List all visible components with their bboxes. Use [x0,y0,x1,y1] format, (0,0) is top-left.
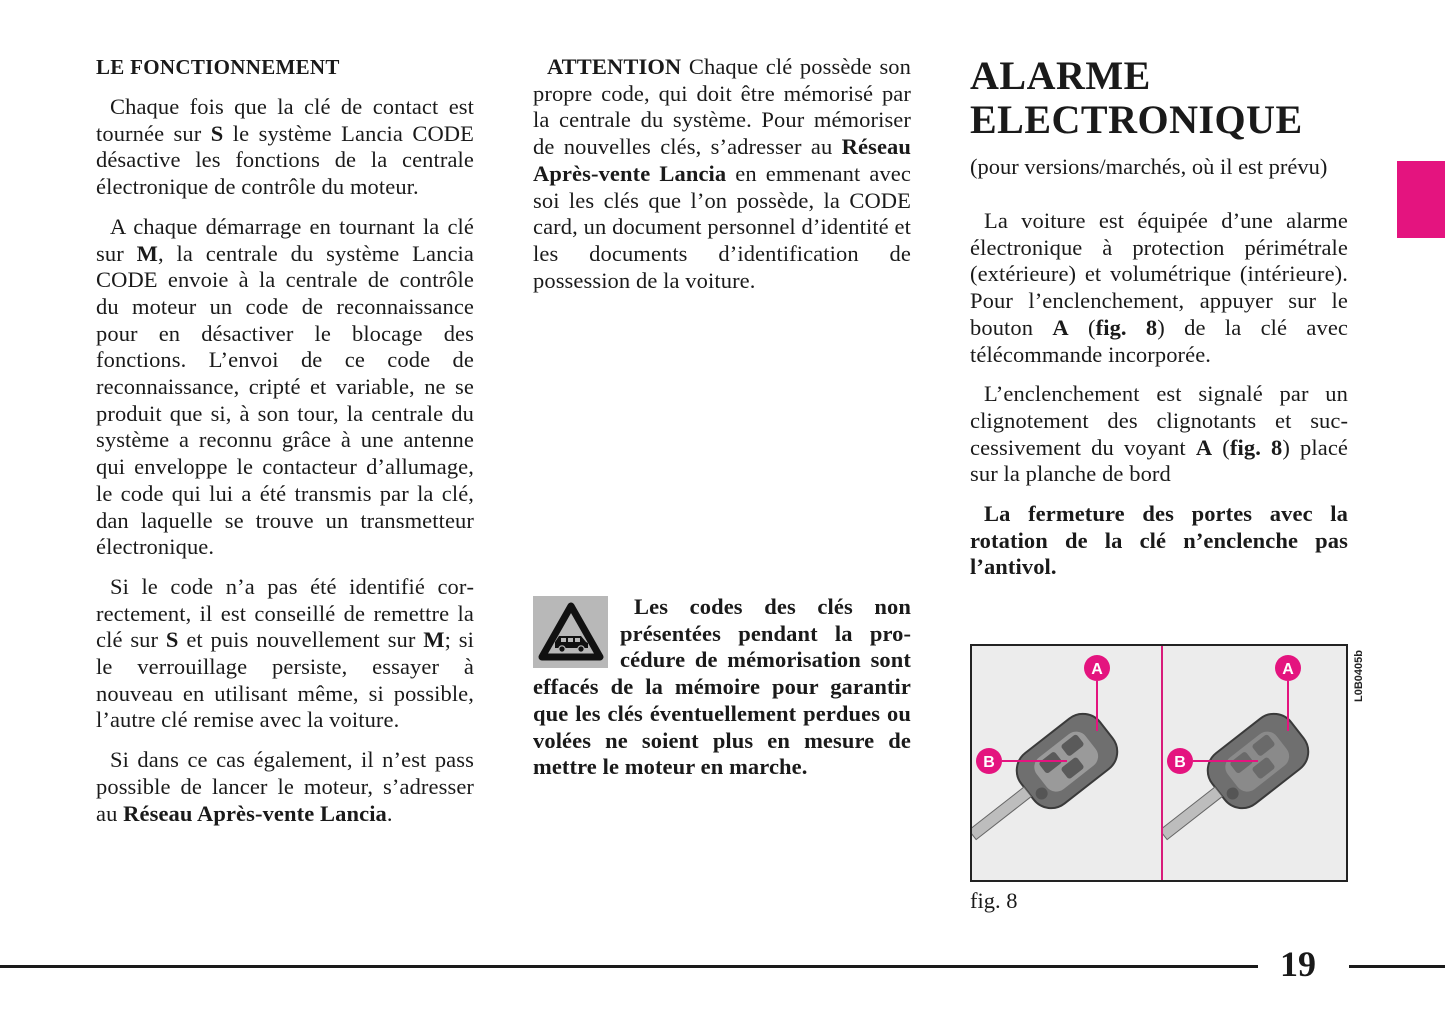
key-remote-illustration [972,646,1160,880]
figure-code: L0B0405b [1353,650,1365,702]
page-title: ALARME ELECTRONIQUE [970,53,1303,142]
paragraph: Chaque fois que la clé de contact est tournée sur S le système Lancia CODE désactive les fonctions de la centrale électronique de contrôle du moteur. [96,94,474,200]
attention-label: ATTENTION [547,54,682,79]
paragraph: A chaque démarrage en tournant la clé sur M, la centrale du système Lancia CODE envoie à la centrale de contrôle du moteur un code de reconnaissance pour en désactiver le blocage des fonctions. L’envoi de ce code de reconnaissance, cripté et variable, ne se produit que si, à son tour, la centrale du système a reconnu grâce à une antenne qui enveloppe le contacteur d’allumage, le code qui lui a été transmis par la clé, dan laquelle se trouve un transmetteur électronique. [96,213,474,560]
figure-caption: fig. 8 [970,888,1018,913]
subtitle: (pour versions/marchés, où il est prévu) [970,154,1328,179]
car-warning-triangle-icon [533,596,608,668]
warning-block [533,594,911,781]
key-remote-illustration [1163,646,1351,880]
footer-rule [0,965,1258,968]
column-left [96,54,474,840]
svg-text:A: A [1091,661,1103,678]
figure-key-remote [970,644,1348,882]
paragraph: L’enclenchement est signalé par un clignotement des clignotants et successivement du voyant A (fig. 8) placé sur la planche de bord [970,381,1348,487]
bold-note: La fermeture des portes avec la rotation de la clé n’enclenche pas l’antivol. [970,501,1348,580]
paragraph: La voiture est équipée d’une alarme électronique à protection périmétrale (extérieure) et volumétrique (intérieure). Pour l’enclenchement, appuyer sur le bouton A (fig. 8) de la clé avec télécommande incorporée. [970,208,1348,367]
footer-rule [1349,965,1445,968]
svg-text:B: B [983,754,995,771]
paragraph: Si dans ce cas également, il n’est pass possible de lancer le moteur, s’adresser au Réseau Après-vente Lancia. [96,747,474,826]
page-number: 19 [1280,944,1316,984]
section-heading: LE FONCTIONNEMENT [96,55,340,79]
paragraph: Si le code n’a pas été identifié correctement, il est conseillé de remettre la clé sur S et puis nouvellement sur M; si le verrouillage persiste, essayer à nouveau en utilisant même, si possible, l’autre clé remise avec la voiture. [96,573,474,733]
warning-text: Les codes des clés non présentées pendant la procédure de mémorisation sont effacés de la mémoire pour garantir que les clés éventuellement perdues ou volées ne soient plus en mesure de mettre le moteur en marche. [533,594,911,780]
svg-text:B: B [1174,754,1186,771]
section-tab-marker [1397,161,1445,238]
attention-paragraph: ATTENTION Chaque clé possède son propre code, qui doit être mémorisé par la centrale du système. Pour mémoriser de nouvelles clés, s’adresser au Réseau Après-vente Lancia en emmenant avec soi les clés que l’on possède, la CODE card, un document personnel d’identité et les documents d’identification de possession de la voiture. [533,54,911,293]
column-right [970,54,1348,594]
svg-text:A: A [1282,661,1294,678]
column-middle [533,54,911,307]
